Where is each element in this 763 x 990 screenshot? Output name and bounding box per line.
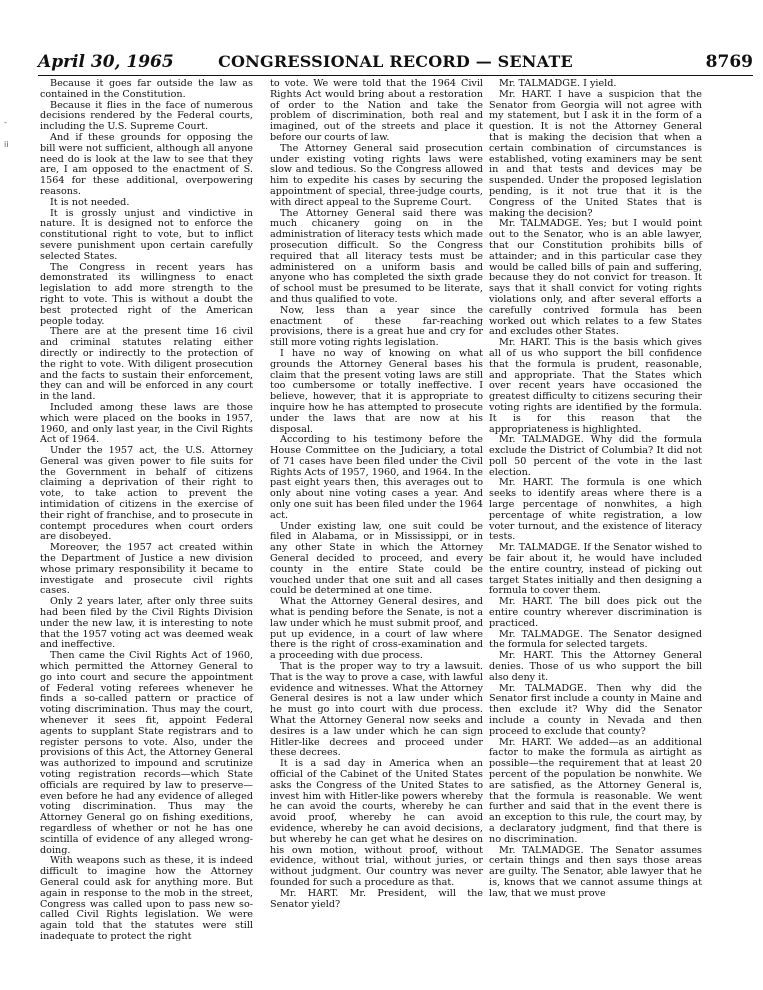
paragraph: Only 2 years later, after only three suits had been filed by the Civil Rights Division under the new law, it is interesting to note that the 1957 voting act was deemed weak and ineffective.	[40, 596, 253, 651]
text-column-3	[489, 79, 702, 900]
paragraph: And if these grounds for opposing the bill were not sufficient, although all anyone need do is look at the law to see that they are, I am opposed to the enactment of S. 1564 for these additional, overpowering reasons.	[40, 131, 253, 197]
paragraph: Because it goes far outside the law as contained in the Constitution.	[40, 78, 253, 100]
paragraph: Mr. HART. This the Attorney General denies. Those of us who support the bill also deny it.	[489, 650, 702, 683]
paragraph: Mr. TALMADGE. The Senator designed the formula for selected targets.	[489, 628, 702, 651]
paragraph: Mr. HART. This is the basis which gives all of us who support the bill confidence that the formula is prudent, reasonable, and appropriate. That the States which over recent years have occasioned the greatest difficulty to citizens securing their voting rights are identified by the formula. It is for this reason that the appropriateness is highlighted.	[489, 337, 702, 435]
paragraph: According to his testimony before the House Committee on the Judiciary, a total of 71 cases have been filed under the Civil Rights Acts of 1957, 1960, and 1964. In the past eight years then, this averages out to only about nine voting cases a year. And only one suit has been filed under the 1964 act.	[270, 434, 484, 521]
paragraph: Mr. TALMADGE. Yes; but I would point out to the Senator, who is an able lawyer, that our Constitution prohibits bills of attainder; and in this particular case they would be called bills of pain and suffering, because they do not convict for treason. It says that it shall convict for voting rights violations only, and after several efforts a carefully contrived formula has been worked out which relates to a few States and excludes other States.	[489, 218, 702, 338]
paragraph: Because it flies in the face of numerous decisions rendered by the Federal courts, including the U.S. Supreme Court.	[40, 99, 253, 133]
text-column-1	[40, 79, 253, 943]
paragraph: Mr. HART. The formula is one which seeks to identify areas where there is a large percentage of nonwhites, a high percentage of white registration, a low voter turnout, and the existence of literacy tests.	[489, 477, 702, 543]
paragraph: Mr. TALMADGE. Then why did the Senator first include a county in Maine and then exclude it? Why did the Senator include a county in Nevada and then proceed to exclude that county?	[489, 682, 702, 737]
paragraph: Mr. HART. We added—as an additional factor to make the formula as airtight as possible—the requirement that at least 20 percent of the population be nonwhite. We are satisfied, as the Attorney General is, that the formula is reasonable. We went further and said that in the event there is an exception to this rule, the court may, by a declaratory judgment, find that there is no discrimination.	[489, 736, 702, 845]
paragraph: Mr. HART. The bill does pick out the entire country wherever discrimination is practiced.	[489, 596, 702, 629]
paragraph: to vote. We were told that the 1964 Civil Rights Act would bring about a restoration of order to the Nation and take the problem of discrimination, both real and imagined, out of the streets and place it before our courts of law.	[270, 78, 483, 143]
paragraph: That is the proper way to try a lawsuit. That is the way to prove a case, with lawful evidence and witnesses. What the Attorney General desires is not a law under which he must go into court with due process. What the Attorney General now seeks and desires is a law under which he can sign Hitler-like decrees and proceed under these decrees.	[270, 661, 483, 759]
paragraph: Now, less than a year since the enactment of these far-reaching provisions, there is a great hue and cry for still more voting rights legislation.	[270, 304, 483, 349]
paragraph: It is a sad day in America when an official of the Cabinet of the United States asks the Congress of the United States to invest him with Hitler-like powers whereby he can avoid the courts, whereby he can avoid proof, whereby he can avoid evidence, whereby he can avoid decisions, but whereby he can get what he desires on his own motion, without proof, without evidence, without trial, without juries, or without judgment. Our country was never founded for such a procedure as that.	[270, 758, 483, 888]
paragraph: With weapons such as these, it is indeed difficult to imagine how the Attorney General could ask for anything more. But again in response to the mob in the street, Congress was called upon to pass new so-called Civil Rights legislation. We were again told that the statutes were still inadequate to protect the right	[40, 855, 253, 942]
margin-mark: ii	[4, 140, 9, 149]
paragraph: The Congress in recent years has demonstrated its willingness to enact legislation to add more strength to the right to vote. This is without a doubt the best protected right of the American people today.	[40, 261, 253, 327]
paragraph: The Attorney General said prosecution under existing voting rights laws were slow and tedious. So the Congress allowed him to expedite his cases by securing the appointment of special, three-judge courts, with direct appeal to the Supreme Court.	[270, 142, 483, 208]
paragraph: I have no way of knowing on what grounds the Attorney General bases his claim that the present voting laws are still too cumbersome or totally ineffective. I believe, however, that it is appropriate to inquire how he has attempted to prosecute under the laws that are now at his disposal.	[270, 347, 483, 435]
paragraph: What the Attorney General desires, and what is pending before the Senate, is not a law under which he must submit proof, and put up evidence, in a court of law where there is the right of cross-examination and a proceeding with due process.	[270, 596, 483, 662]
paragraph: Mr. HART. Mr. President, will the Senator yield?	[270, 887, 483, 910]
paragraph: Under the 1957 act, the U.S. Attorney General was given power to file suits for the Government in behalf of citizens claiming a deprivation of their right to vote, to take action to prevent the intimidation of citizens in the exercise of their right of franchise, and to prosecute in contempt procedures when court orders are disobeyed.	[40, 445, 253, 543]
paragraph: Mr. TALMADGE. I yield.	[499, 78, 617, 89]
margin-mark: -	[4, 118, 7, 127]
paragraph: Included among these laws are those which were placed on the books in 1957, 1960, and only last year, in the Civil Rights Act of 1964.	[40, 401, 253, 446]
paragraph: It is not needed.	[50, 196, 130, 208]
text-column-2	[270, 79, 483, 910]
header-date: April 30, 1965	[38, 52, 174, 72]
page-header	[38, 52, 753, 76]
paragraph: Under existing law, one suit could be filed in Alabama, or in Mississippi, or in any other State in which the Attorney General decided to proceed, and every county in the entire State could be vouched under that one suit and all cases could be determined at one time.	[270, 520, 483, 597]
paragraph: Then came the Civil Rights Act of 1960, which permitted the Attorney General to go into court and secure the appointment of Federal voting referees whenever he finds a so-called pattern or practice of voting discrimination. Thus may the court, whenever it sees fit, appoint Federal agents to supplant State registrars and to register persons to vote. Also, under the provisions of this Act, the Attorney General was authorized to impound and scrutinize voting registration records—which State officials are required by law to preserve—even before he had any evidence of alleged voting discrimination. Thus may the Attorney General go on fishing exeditions, regardless of whether or not he has one scintilla of evidence of any alleged wrong-doing.	[40, 650, 253, 856]
paragraph: Mr. TALMADGE. The Senator assumes certain things and then says those areas are guilty. The Senator, able lawyer that he is, knows that we cannot assume things at law, that we must prove	[489, 844, 702, 899]
paragraph: Moreover, the 1957 act created within the Department of Justice a new division whose primary responsibility it became to investigate and prosecute civil rights cases.	[40, 542, 253, 597]
paragraph: There are at the present time 16 civil and criminal statutes relating either directly or indirectly to the protection of the right to vote. With diligent prosecution and the facts to sustain their enforcement, they can and will be enforced in any court in the land.	[40, 326, 253, 403]
header-rule	[38, 75, 753, 76]
paragraph: Mr. TALMADGE. Why did the formula exclude the District of Columbia? It did not poll 50 percent of the vote in the last election.	[489, 434, 702, 478]
paragraph: The Attorney General said there was much chicanery going on in the administration of literacy tests which made prosecution difficult. So the Congress required that all literacy tests must be administered on a uniform basis and anyone who has completed the sixth grade of school must be presumed to be literate, and thus qualified to vote.	[270, 207, 483, 305]
paragraph: Mr. HART. I have a suspicion that the Senator from Georgia will not agree with my statement, but I ask it in the form of a question. It is not the Attorney General that is making the decision that when a certain combination of circumstances is established, voting examiners may be sent in and that tests and devices may be suspended. Under the proposed legislation pending, is it not true that it is the Congress of the United States that is making the decision?	[489, 88, 702, 219]
header-page-number: 8769	[705, 52, 753, 72]
paragraph: Mr. TALMADGE. If the Senator wished to be fair about it, he would have included the entire country, instead of picking out target States initially and then designing a formula to cover them.	[489, 542, 702, 597]
header-title: CONGRESSIONAL RECORD — SENATE	[218, 52, 573, 71]
paragraph: It is grossly unjust and vindictive in nature. It is designed not to enforce the constitutional right to vote, but to inflict severe punishment upon certain carefully selected States.	[40, 207, 253, 262]
